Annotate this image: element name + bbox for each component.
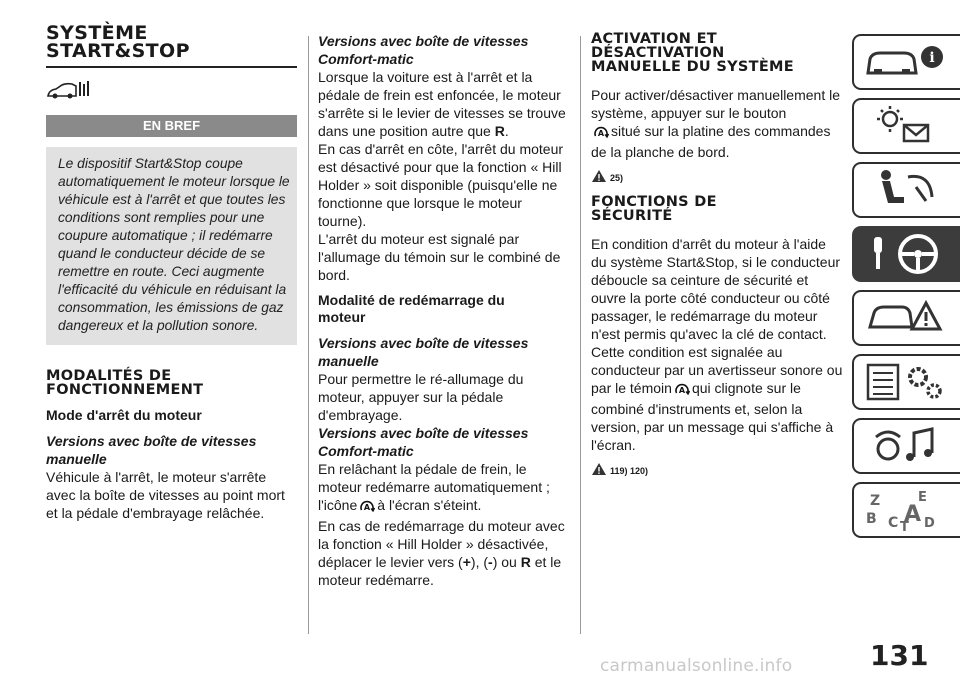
page-title: SYSTÈME START&STOP (46, 22, 190, 62)
column-3 (591, 32, 843, 480)
svg-text:B: B (866, 511, 877, 527)
paragraph-signal: L'arrêt du moteur est signalé par l'allumage du témoin sur le combiné de bord. (318, 231, 561, 283)
svg-text:A: A (597, 129, 605, 138)
paragraph-comfortmatic-restart: En relâchant la pédale de frein, le moteur redémarre automatiquement ; l'icône A à l'écran s'éteint. (318, 460, 568, 517)
subheading-manual-restart: Versions avec boîte de vitesses manuelle (318, 335, 529, 369)
paragraph-activation: Pour activer/désactiver manuellement le système, appuyer sur le bouton A situé sur la platine des commandes de la planche de bord. (591, 87, 841, 160)
svg-text:A: A (904, 502, 922, 527)
summary-heading: EN BREF (46, 115, 297, 137)
svg-text:C: C (888, 515, 899, 531)
tab-maintenance[interactable] (852, 354, 960, 410)
section-title-modes: MODALITÉS DE FONCTIONNEMENT (46, 368, 204, 398)
paragraph-safety: En condition d'arrêt du moteur à l'aide du système Start&Stop, si le conducteur déboucle sa ceinture de sécurité et ouvre la porte côté conducteur ou côté passager, le redémarrage du moteur n'est permis qu'avec la clé de contact. Cette condition est signalée au conducteur par un avertisseur sonore ou par le témoin A qui clignote sur le combiné d'instruments et, selon la version, par un message qui s'affiche à l'écran. (591, 236, 843, 453)
paragraph-manual-restart: Pour permettre le ré-allumage du moteur, appuyer sur la pédale d'embrayage. (318, 371, 524, 423)
tab-dashboard-lights[interactable] (852, 98, 960, 154)
warning-triangle-icon (591, 169, 607, 187)
emergency-car-icon (860, 295, 956, 341)
steering-wheel-key-icon (860, 231, 956, 277)
tab-multimedia[interactable] (852, 418, 960, 474)
start-stop-warning-icon (674, 382, 690, 400)
column-divider-left (308, 36, 309, 634)
start-stop-a-icon (359, 499, 375, 517)
svg-text:T: T (900, 520, 909, 533)
gear-r-label-2: R (520, 554, 531, 570)
warning-lights-icon (860, 103, 956, 149)
gear-minus-label: - (488, 554, 493, 570)
subheading-stop-mode: Mode d'arrêt du moteur (46, 407, 202, 423)
warning-triangle-icon (591, 462, 607, 480)
column-2 (318, 32, 568, 589)
reference-warning-25: 25) (591, 169, 843, 187)
subheading-comfortmatic: Versions avec boîte de vitesses Comfort-matic (318, 33, 529, 67)
tab-emergency[interactable] (852, 290, 960, 346)
svg-text:Z: Z (870, 493, 881, 509)
svg-text:i: i (929, 50, 935, 66)
tab-vehicle-knowledge[interactable] (852, 34, 960, 90)
svg-text:D: D (924, 516, 935, 531)
page-number: 131 (870, 639, 929, 672)
svg-text:A: A (678, 386, 686, 395)
paragraph-manual-stop: Véhicule à l'arrêt, le moteur s'arrête avec la boîte de vitesses au point mort et la pédale d'embrayage relâchée. (46, 469, 285, 521)
summary-text: Le dispositif Start&Stop coupe automatiquement le moteur lorsque le véhicule est à l'arrêt et que toutes les conditions sont remplies pour une coupure automatique ; il redémarre quand le conducteur décide de se remettre en route. Ceci augmente l'efficacité du véhicule en réduisant la consommation, les émissions de gaz dangereux et la pollution sonore. (46, 147, 297, 345)
svg-text:A: A (364, 503, 371, 512)
watermark: carmanualsonline.info (600, 656, 793, 676)
subheading-manual: Versions avec boîte de vitesses manuelle (46, 433, 257, 467)
paragraph-comfortmatic-stop: Lorsque la voiture est à l'arrêt et la pédale de frein est enfoncée, le moteur s'arrête si le levier de vitesses se trouve dans une position autre que R. (318, 69, 566, 139)
tab-index[interactable] (852, 482, 960, 538)
title-rule (46, 66, 297, 68)
svg-text:E: E (918, 490, 927, 505)
tab-safety[interactable] (852, 162, 960, 218)
column-divider-right (580, 36, 581, 634)
gear-plus-label: + (462, 554, 471, 570)
column-1 (46, 24, 297, 522)
seat-airbag-icon (860, 167, 956, 213)
subheading-restart: Modalité de redémarrage du moteur (318, 292, 505, 325)
car-info-icon (860, 39, 956, 85)
subheading-comfortmatic-restart: Versions avec boîte de vitesses Comfort-matic (318, 425, 529, 459)
car-variant-icon (46, 78, 297, 100)
tab-starting-driving[interactable] (852, 226, 960, 282)
alphabet-index-icon (860, 487, 956, 533)
multimedia-icon (860, 423, 956, 469)
gear-r-label: R (494, 123, 505, 139)
start-stop-button-icon (593, 125, 609, 143)
section-title-safety: FONCTIONS DE SÉCURITÉ (591, 194, 717, 224)
paragraph-hill-holder: En cas d'arrêt en côte, l'arrêt du moteur est désactivé pour que la fonction « Hill Holder » soit disponible (puisqu'elle ne fonctionne que lorsque le moteur tourne). (318, 141, 564, 229)
reference-warning-119-120: 119) 120) (591, 462, 843, 480)
maintenance-gear-icon (860, 359, 956, 405)
paragraph-hill-holder-restart: En cas de redémarrage du moteur avec la fonction « Hill Holder » désactivée, déplacer le levier vers (+), (-) ou R et le moteur redémarre. (318, 518, 565, 588)
section-title-activation: ACTIVATION ET DÉSACTIVATION MANUELLE DU SYSTÈME (591, 31, 794, 75)
